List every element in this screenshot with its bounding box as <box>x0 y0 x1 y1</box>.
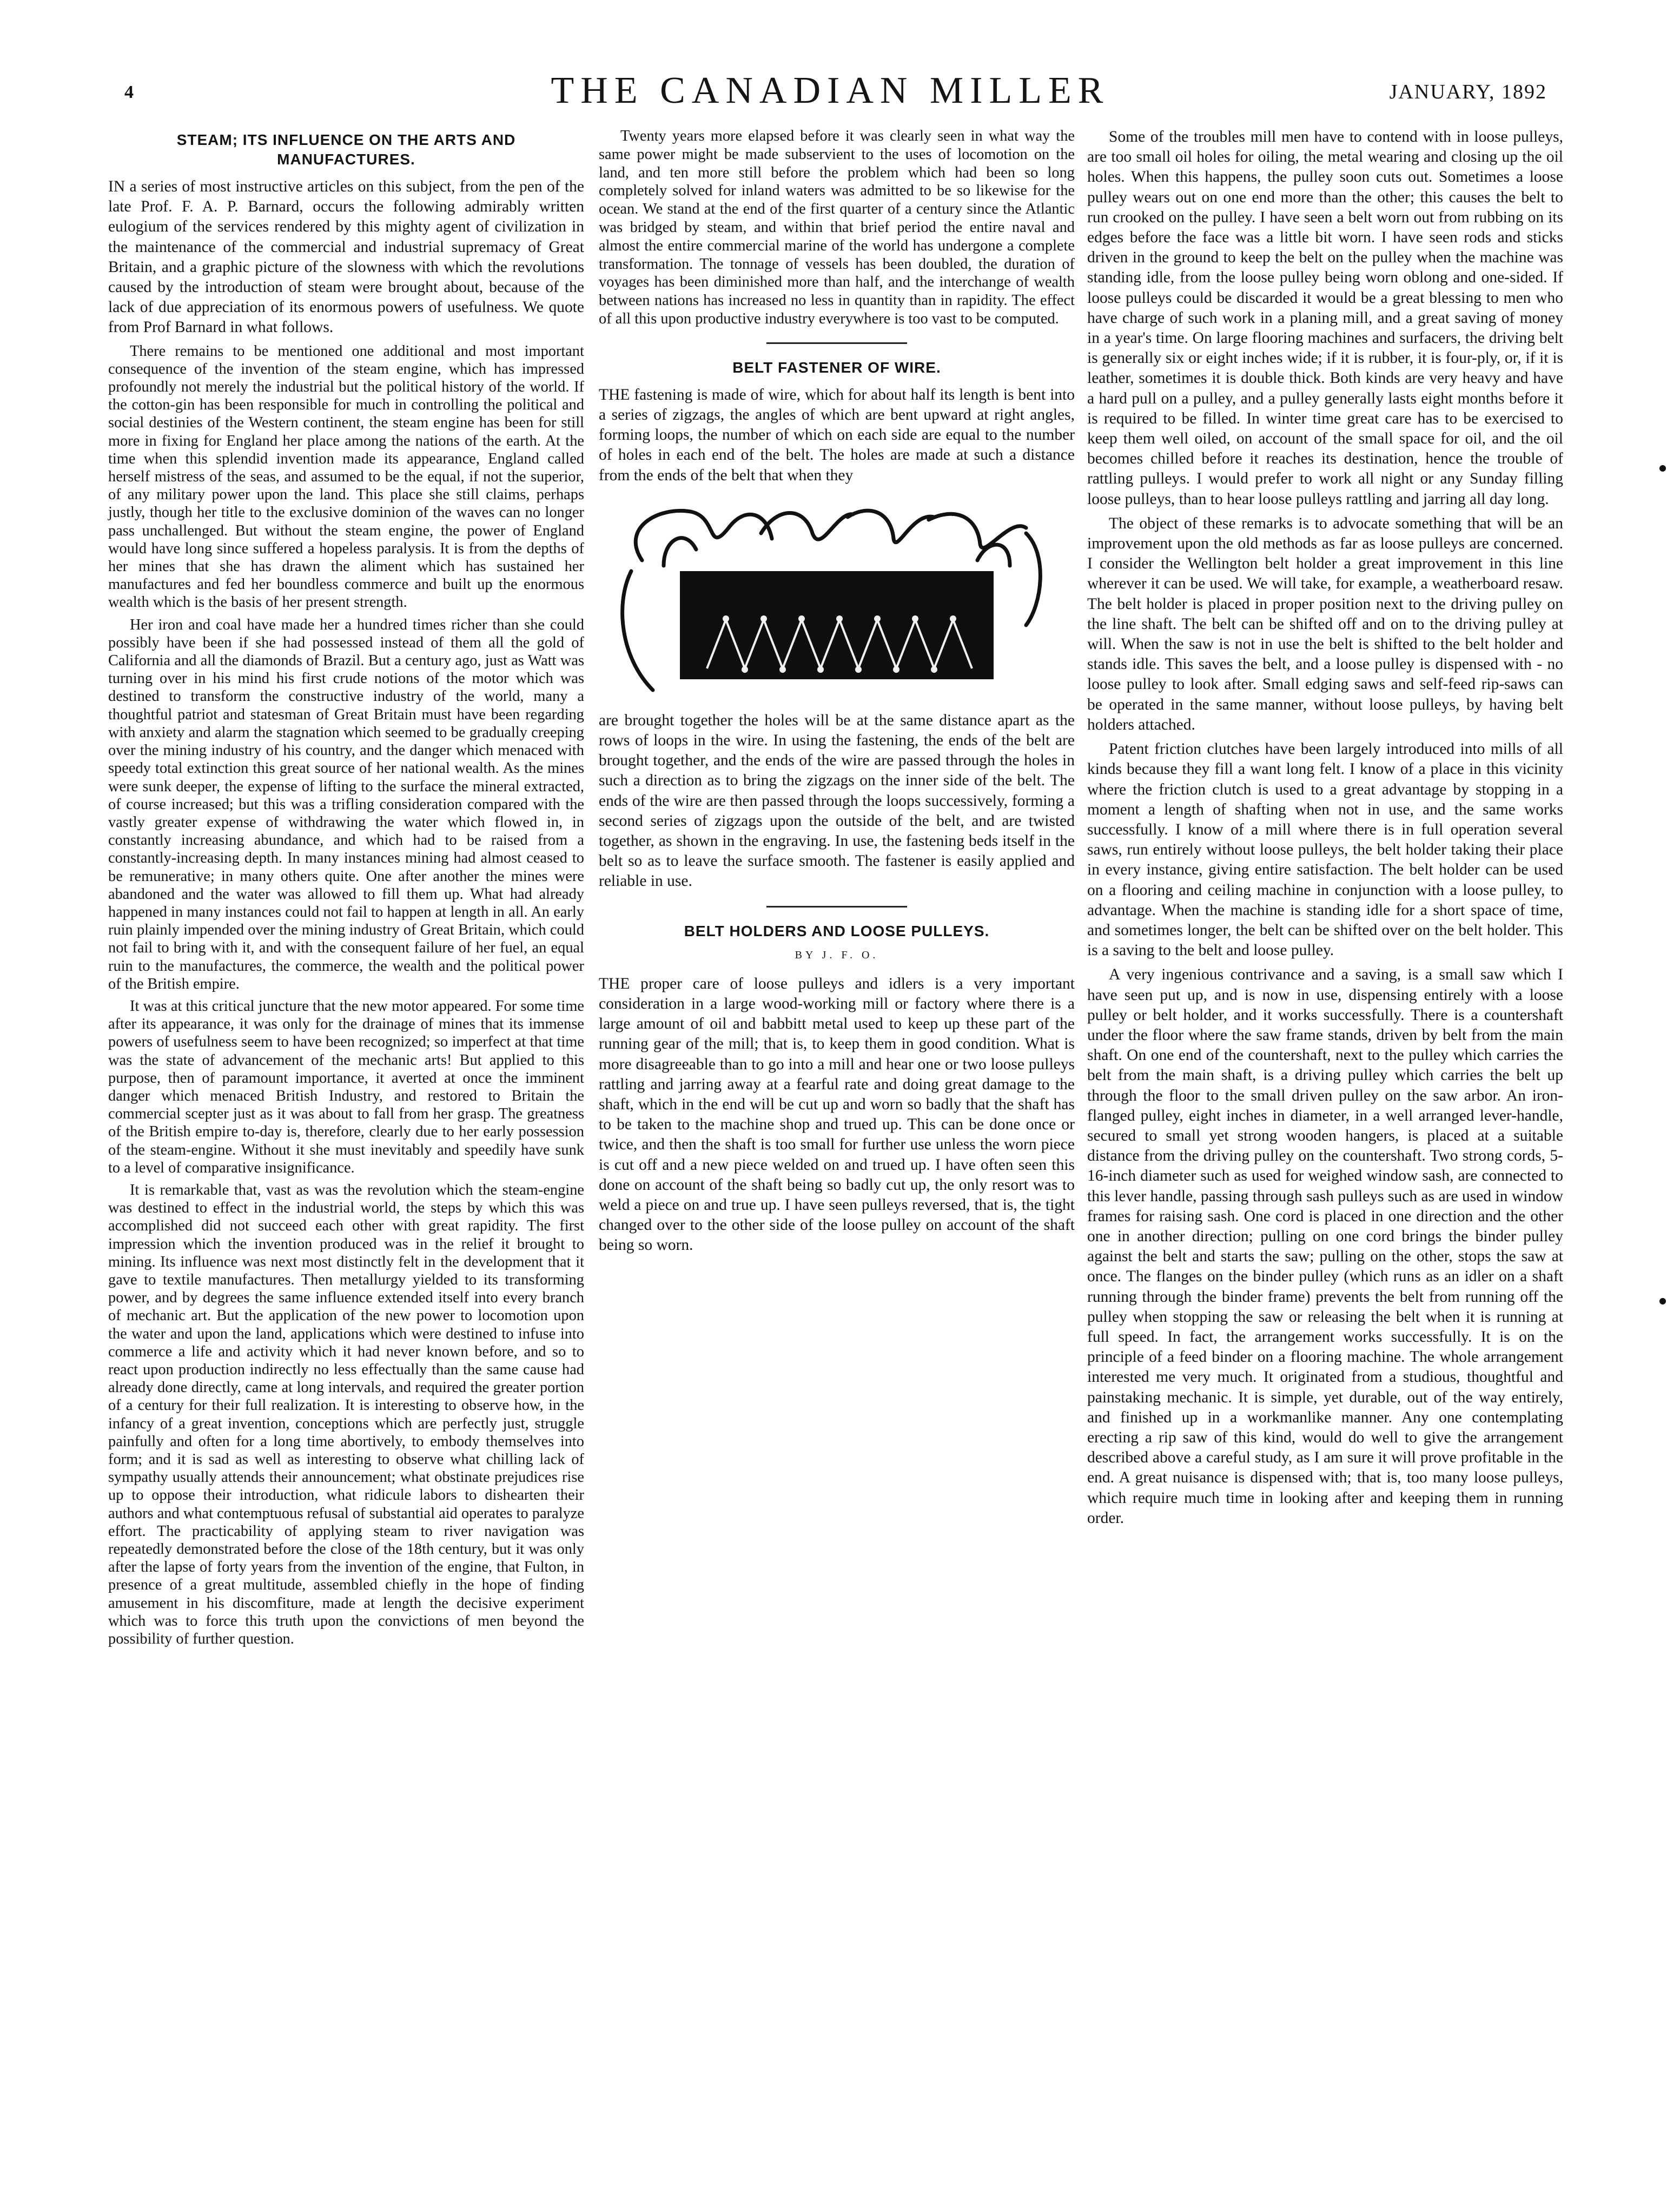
pulleys-paragraph: Some of the troubles mill men have to contend with in loose pulleys, are too small oil holes for oiling, the metal wearing and closing up the oil holes. When this happens, the pulley soon cuts out. Sometimes a loose pulley wears out on one end more than the other; this causes the belt to run crooked on the pulley. I have seen a belt worn out from rubbing on its edges before the face was a little bit worn. I have seen rods and sticks driven in the ground to keep the belt on the pulley when the machine was standing idle, from the loose pulley being worn oblong and one-sided. If loose pulleys could be discarded it would be a great blessing to men who have charge of such work in a planing mill, and a great saving of money in a year's time. On large flooring machines and surfacers, the driving belt is generally six or eight inches wide; if it is rubber, it is four-ply, or, if it is leather, sometimes it is double thick. Both kinds are very heavy and have a hard pull on a pulley, and a pulley generally lasts eight months before it is required to be filled. In winter time great care has to be exercised to keep them well oiled, on account of the small space for oil, and the oil becomes chilled before it reaches its destination, hence the trouble of rattling pulleys. I would prefer to work all night or any Sunday filling loose pulleys, than to hear loose pulleys rattling and jarring all day long. <box>1087 128 1563 508</box>
issue-date: JANUARY, 1892 <box>1389 81 1547 103</box>
publication-title: THE CANADIAN MILLER <box>551 70 1110 111</box>
article-byline: BY J. F. O. <box>795 949 879 961</box>
steam-body-part-1 <box>108 342 584 1648</box>
page-number: 4 <box>124 82 134 102</box>
steam-paragraph: It is remarkable that, vast as was the revolution which the steam-engine was destined to effect in the industrial world, the steps by which this was accomplished did not succeed each other with great rapidity. The first impression which the invention produced was in the relief it brought to mining. Its influence was next most distinctly felt in the development that it gave to textile manufactures. Then metallurgy yielded to its transforming power, and by degrees the same influence extended itself into every branch of mechanic art. But the application of the new power to locomotion upon the water and upon the land, applications which were destined to infuse into commerce a life and activity which it had never known before, and so to react upon production indirectly no less effectually than the same cause had already done directly, came at long intervals, and required the greater portion of a century for their full realization. It is interesting to observe how, in the infancy of a great invention, conceptions which are perfectly just, struggle painfully and often for a long time abortively, to embody themselves into form; and it is sad as well as interesting to observe what chilling lack of sympathy usually attends their announcement; what obstinate prejudices rise up to oppose their introduction, what ridicule labors to dishearten their authors and what contemptuous refusal of substantial aid operates to paralyze effort. The practicability of applying steam to river navigation was repeatedly demonstrated before the close of the 18th century, but it was only after the lapse of forty years from the invention of the engine, that Fulton, in presence of a great multitude, assembled chiefly in the hope of finding amusement in his discomfiture, made at length the decisive experiment which was to force this truth upon the convictions of men beyond the possibility of further question. <box>108 1181 584 1648</box>
section-rule <box>766 342 907 344</box>
fastener-paragraph-2: are brought together the holes will be at the same distance apart as the rows of loops in the wire. In using the fastening, the ends of the belt are brought together, and the ends of the wire are passed through the holes in such a direction as to bring the zigzags on the inner side of the belt. The ends of the wire are then passed through the loops successively, forming a second series of zigzags upon the outside of the belt, and are twisted together, as shown in the engraving. In use, the fastening beds itself in the belt so as to leave the surface smooth. The fastener is easily applied and reliable in use. <box>599 711 1075 890</box>
steam-intro-paragraph: IN a series of most instructive articles on this subject, from the pen of the late Prof. F. A. P. Barnard, occurs the following admirably written eulogium of the services rendered by this mighty agent of civilization in the maintenance of the commercial and industrial supremacy of Great Britain, and a graphic picture of the slowness with which the revolutions caused by the introduction of steam were brought about, because of the lack of due appreciation of its enormous powers of usefulness. We quote from Prof Barnard in what follows. <box>108 178 584 336</box>
steam-paragraph: Her iron and coal have made her a hundred times richer than she could possibly have been if she had possessed instead of them all the gold of California and all the diamonds of Brazil. But a century ago, just as Watt was turning over in his mind his first crude notions of the motor which was destined to transform the constructive industry of the world, many a thoughtful patriot and statesman of Great Britain must have been regarding with anxiety and alarm the stagnation which seemed to be gradually creeping over the mining industry of his country, and the danger which menaced with speedy total extinction this great source of her national wealth. As the mines were sunk deeper, the expense of lifting to the surface the mineral extracted, of course increased; but this was a trifling consideration compared with the vastly greater expense of withdrawing the water which flowed in, in constantly increasing abundance, and which had to be raised from a constantly-increasing depth. In many instances mining had almost ceased to be remunerative; in many others quite. One after another the mines were abandoned and the water was allowed to fill them up. What had already happened in many instances could not fail to happen at length in all. An early ruin plainly impended over the mining industry of Great Britain, which could not fail to bring with it, and with the consequent failure of her fuel, an equal ruin to the manufactures, the commerce, the wealth and the political power of the British empire. <box>108 616 584 992</box>
fastener-paragraph-1: THE fastening is made of wire, which for about half its length is bent into a series of zigzags, the angles of which are bent upward at right angles, forming loops, the number of which on each side are equal to the number of holes in each end of the belt. The holes are made at such a distance from the ends of the belt that when they <box>599 386 1075 484</box>
pulleys-paragraph: A very ingenious contrivance and a saving, is a small saw which I have seen put up, and is now in use, dispensing entirely with a loose pulley or belt holder, and it works successfully. There is a countershaft under the floor where the saw frame stands, driven by belt from the main shaft. On one end of the countershaft, next to the pulley which carries the belt from the main shaft, is a driving pulley which carries the belt up through the floor to the small driven pulley on the saw arbor. An iron-flanged pulley, eight inches in diameter, in a well arranged lever-handle, secured to small yet strong wooden hangers, is placed at a suitable distance from the driving pulley on the countershaft. Two strong cords, 5-16-inch diameter such as used for weighed window sash, are connected to this lever handle, passing through sash pulleys such as are used in window frames for raising sash. One cord is placed in one direction and the other one in another direction; pulling on one cord brings the binder pulley against the belt and starts the saw; pulling on the other, stops the saw at once. The flanges on the binder pulley (which runs as an idler on a shaft running through the binder frame) prevents the belt from running off the pulley when stopping the saw or releasing the belt when it is running at full speed. In fact, the arrangement works successfully. It is on the principle of a feed binder on a flooring machine. The whole arrangement interested me very much. It originated from a studious, thoughtful and painstaking mechanic. It is simple, yet durable, out of the way entirely, and finished up in a workmanlike manner. Any one contemplating erecting a rip saw of this kind, would do well to give the arrangement described above a careful study, as I am sure it will prove profitable in the end. A great nuisance is dispensed with; that is, too many loose pulleys, which require much time in looking after and keeping them in running order. <box>1087 966 1563 1527</box>
section-rule <box>766 906 907 908</box>
article-heading-fastener: BELT FASTENER OF WIRE. <box>732 359 941 376</box>
article-heading-pulleys: BELT HOLDERS AND LOOSE PULLEYS. <box>684 922 990 939</box>
steam-body-part-2 <box>599 127 1075 328</box>
masthead <box>114 69 1547 118</box>
steam-paragraph: It was at this critical juncture that the new motor appeared. For some time after its appearance, it was only for the drainage of mines that its immense powers of usefulness seem to have been recognized; so imperfect at that time was the state of advancement of the mechanic arts! But applied to this purpose, then of paramount importance, it averted at once the imminent danger which menaced British Industry, and restored to Britain the commercial scepter just as it was about to fall from her grasp. The greatness of the British empire to-day is, therefore, clearly due to her early possession of the steam-engine. Without it she must inevitably and speedily have sunk to a level of comparative insignificance. <box>108 997 584 1176</box>
steam-paragraph: There remains to be mentioned one additional and most important consequence of the invention of the steam engine, which has impressed profoundly not merely the industrial but the political history of the world. If the cotton-gin has been responsible for much in controlling the political and social destinies of the Western continent, the steam engine has been for still more in fixing for England her place among the nations of the earth. At the time when this splendid invention made its appearance, England called herself mistress of the seas, and assumed to be the equal, if not the superior, of any military power upon the land. This place she still claims, perhaps justly, though her title to the exclusive dominion of the waves can no longer pass unchallenged. But without the steam engine, the power of England would have long since suffered a hopeless paralysis. It is from the depths of her mines that she has drawn the aliment which has sustained her manufactures and fed her boundless commerce and built up the enormous wealth which is the basis of her present strength. <box>108 342 584 611</box>
binding-mark <box>1659 465 1666 472</box>
column-1 <box>108 127 584 1652</box>
belt-fastener-engraving <box>599 495 1064 697</box>
belt-fastener-illustration <box>599 495 1064 697</box>
article-heading-steam: STEAM; ITS INFLUENCE ON THE ARTS AND MANUFACTURES. <box>176 131 516 168</box>
binding-edge <box>1655 0 1680 2199</box>
column-3 <box>1087 127 1563 1533</box>
pulleys-paragraph: THE proper care of loose pulleys and idlers is a very important consideration in a large wood-working mill or factory where there is a large amount of oil and babbitt metal used to keep up these part of the running gear of the mill; that is, to keep them in good condition. What is more disagreeable than to go into a mill and hear one or two loose pulleys rattling and jarring away at a fearful rate and doing great damage to the shaft, which in the end will be cut up and worn so badly that the shaft has to be taken to the machine shop and trued up. This can be done once or twice, and then the shaft is too small for further use unless the worn piece is cut off and a new piece welded on and trued up. I have often seen this done on account of the shaft being so badly cut up, the only resort was to weld a piece on and true up. I have seen pulleys reversed, that is, the tight changed over to the other side of the loose pulley on account of the shaft being so worn. <box>599 975 1075 1254</box>
pulleys-paragraph: The object of these remarks is to advocate something that will be an improvement upon the old methods as far as loose pulleys are concerned. I consider the Wellington belt holder a great improvement in this line wherever it can be used. We will take, for example, a weatherboard resaw. The belt holder is placed in proper position next to the driving pulley on the line shaft. The belt can be shifted off and on to the driving pulley at will. When the saw is not in use the belt is shifted to the belt holder and stands idle. This saves the belt, and a loose pulley is dispensed with - no loose pulley to look after. Small edging saws and self-feed rip-saws can be operated in the same manner, without loose pulleys, by having belt holders attached. <box>1087 514 1563 733</box>
steam-paragraph: Twenty years more elapsed before it was clearly seen in what way the same power might be made subservient to the uses of locomotion on the land, and ten more still before the problem which had been so long completely solved for inland waters was admitted to be so likewise for the ocean. We stand at the end of the first quarter of a century since the Atlantic was bridged by steam, and within that brief period the entire naval and almost the entire commercial marine of the world has undergone a complete transformation. The tonnage of vessels has been doubled, the duration of voyages has been diminished more than half, and the interchange of wealth between nations has increased no less in quantity than in rapidity. The effect of all this upon productive industry everywhere is too vast to be computed. <box>599 128 1075 327</box>
column-2 <box>599 127 1075 1260</box>
binding-mark <box>1659 1298 1666 1304</box>
pulleys-paragraph: Patent friction clutches have been largely introduced into mills of all kinds because they fill a want long felt. I know of a place in this vicinity where the friction clutch is used to a great advantage by stopping in a moment a length of shafting when not in use, and the same works successfully. I know of a mill where there is in full operation several saws, run entirely without loose pulleys, the belt holder taking their place in every instance, giving entire satisfaction. The belt holder can be used on a flooring and ceiling machine in conjunction with a loose pulley, to advantage. When the machine is standing idle for a short space of time, and sometimes longer, the belt can be shifted over on the belt holder. This is a saving to the belt and loose pulley. <box>1087 740 1563 959</box>
